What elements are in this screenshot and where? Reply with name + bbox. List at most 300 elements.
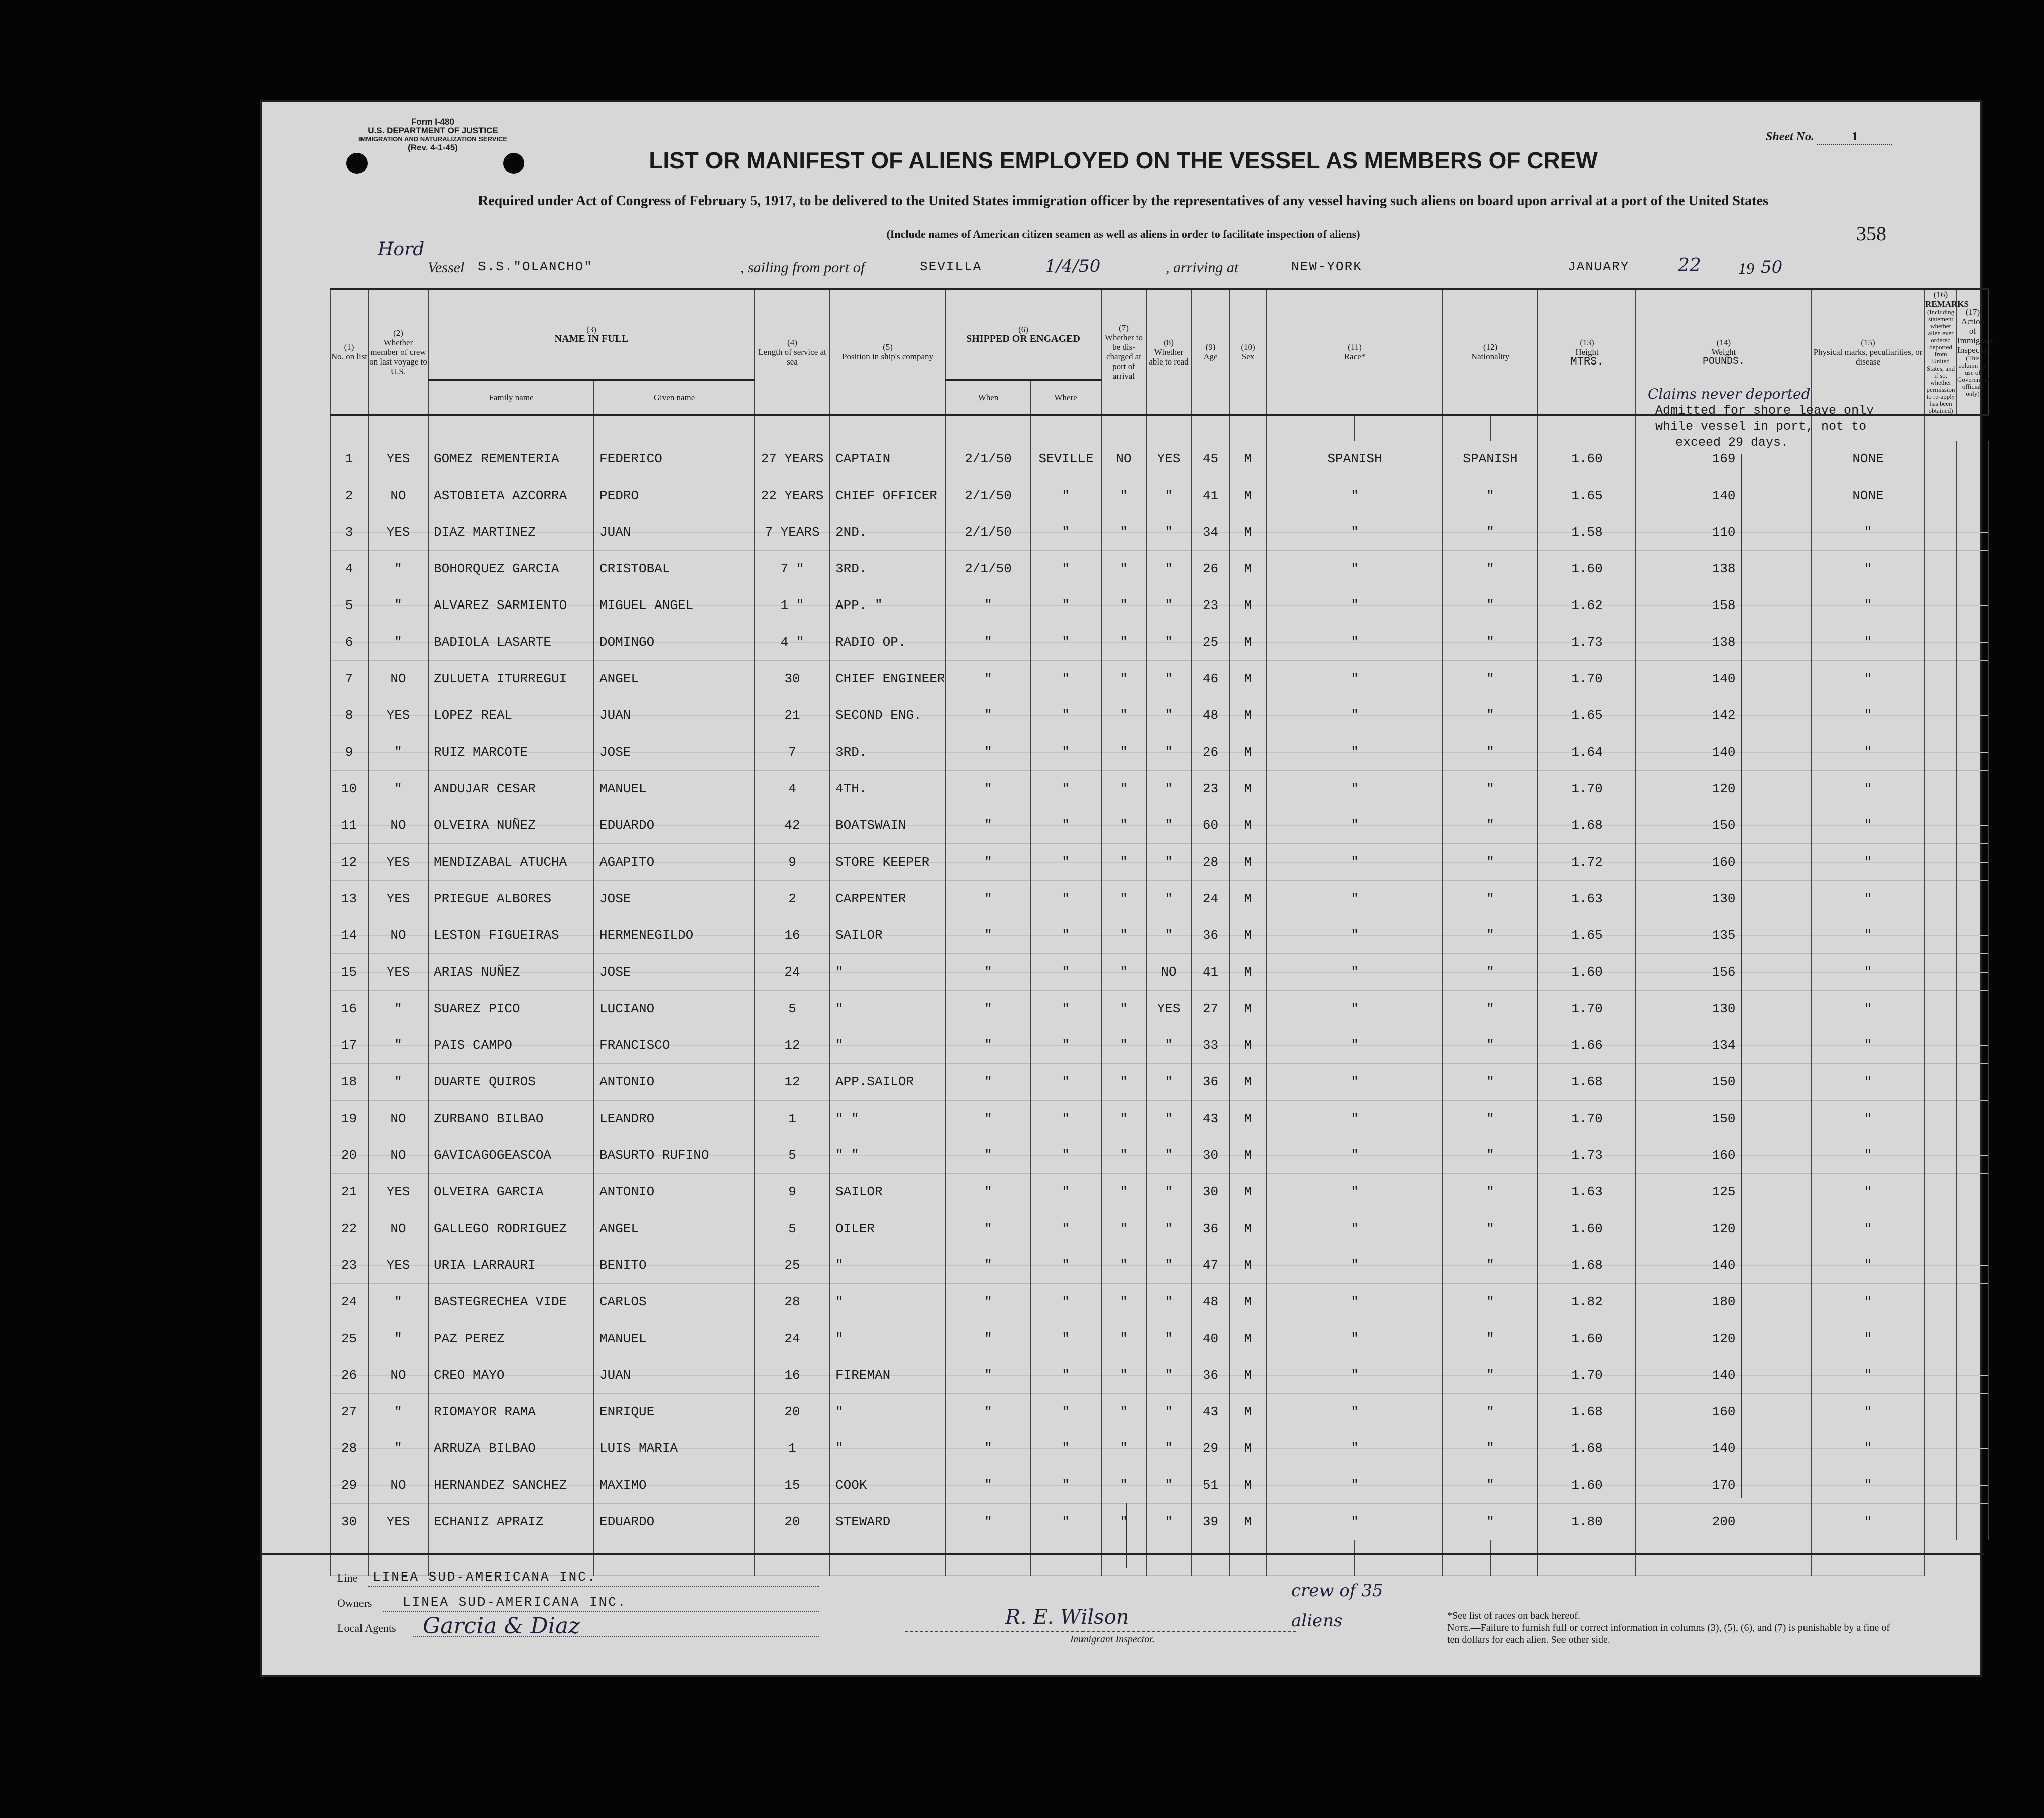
- length-of-service: 16: [755, 917, 830, 954]
- length-of-service: 9: [755, 1174, 830, 1210]
- sex: M: [1229, 441, 1267, 477]
- able-to-read: ": [1146, 917, 1191, 954]
- able-to-read: ": [1146, 771, 1191, 807]
- inspector-action: [1957, 881, 1989, 917]
- family-name: MENDIZABAL ATUCHA: [428, 844, 594, 881]
- vessel-label: Vessel: [428, 259, 465, 276]
- weight: 180: [1636, 1284, 1812, 1320]
- length-of-service: 28: [755, 1284, 830, 1320]
- race: ": [1267, 477, 1442, 514]
- row-number: 15: [330, 954, 368, 991]
- col-11-header: (11) Race*: [1267, 289, 1442, 415]
- remarks-cell: [1925, 477, 1957, 514]
- family-name: PAIS CAMPO: [428, 1027, 594, 1064]
- nationality: ": [1442, 954, 1538, 991]
- remarks-cell: [1925, 1467, 1957, 1504]
- col-14-header: (14) Weight POUNDS.: [1636, 289, 1812, 415]
- able-to-read: ": [1146, 1247, 1191, 1284]
- remarks-cell: [1925, 1284, 1957, 1320]
- age: 30: [1191, 1137, 1229, 1174]
- physical-marks: ": [1812, 1467, 1925, 1504]
- discharged: ": [1101, 587, 1146, 624]
- discharged: ": [1101, 697, 1146, 734]
- height: 1.65: [1538, 917, 1636, 954]
- ditto-line: [1741, 454, 1742, 1498]
- physical-marks: ": [1812, 624, 1925, 661]
- table-row: [330, 1101, 1989, 1137]
- race: ": [1267, 1247, 1442, 1284]
- age: 23: [1191, 587, 1229, 624]
- physical-marks: ": [1812, 881, 1925, 917]
- col-2-header: (2) Whether member of crew on last voyage to U.S.: [368, 289, 428, 415]
- position: ": [830, 991, 945, 1027]
- col-1-header: (1) No. on list: [330, 289, 368, 415]
- col-17-header: (17) Action of Immigrant Inspector (This column for use of Government officials only): [1957, 289, 1989, 415]
- given-name: MAXIMO: [594, 1467, 755, 1504]
- shipped-when: ": [945, 1504, 1031, 1540]
- row-number: 8: [330, 697, 368, 734]
- remarks-cell: [1925, 1210, 1957, 1247]
- race: ": [1267, 954, 1442, 991]
- able-to-read: ": [1146, 734, 1191, 771]
- able-to-read: ": [1146, 514, 1191, 551]
- physical-marks: ": [1812, 954, 1925, 991]
- length-of-service: 30: [755, 661, 830, 697]
- able-to-read: ": [1146, 624, 1191, 661]
- family-name: ZULUETA ITURREGUI: [428, 661, 594, 697]
- family-name: PRIEGUE ALBORES: [428, 881, 594, 917]
- weight: 160: [1636, 1394, 1812, 1430]
- length-of-service: 7: [755, 734, 830, 771]
- physical-marks: ": [1812, 1394, 1925, 1430]
- given-name: FEDERICO: [594, 441, 755, 477]
- remarks-cell: [1925, 1174, 1957, 1210]
- sex: M: [1229, 477, 1267, 514]
- shipped-where: ": [1031, 1504, 1101, 1540]
- previous-voyage: YES: [368, 1174, 428, 1210]
- position: ": [830, 1027, 945, 1064]
- sex: M: [1229, 1357, 1267, 1394]
- race: ": [1267, 587, 1442, 624]
- weight: 150: [1636, 1101, 1812, 1137]
- position: 2ND.: [830, 514, 945, 551]
- agents-signature: Garcia & Diaz: [423, 1613, 580, 1639]
- shipped-where: ": [1031, 881, 1101, 917]
- able-to-read: ": [1146, 1174, 1191, 1210]
- nationality: ": [1442, 624, 1538, 661]
- position: RADIO OP.: [830, 624, 945, 661]
- inspector-action: [1957, 1430, 1989, 1467]
- header-row: [330, 289, 1989, 380]
- able-to-read: ": [1146, 587, 1191, 624]
- physical-marks: NONE: [1812, 441, 1925, 477]
- length-of-service: 24: [755, 1320, 830, 1357]
- height: 1.73: [1538, 624, 1636, 661]
- given-name: HERMENEGILDO: [594, 917, 755, 954]
- race: ": [1267, 624, 1442, 661]
- previous-voyage: NO: [368, 1467, 428, 1504]
- age: 47: [1191, 1247, 1229, 1284]
- col-4-header: (4) Length of service at sea: [755, 289, 830, 415]
- table-row: [330, 807, 1989, 844]
- family-name: GALLEGO RODRIGUEZ: [428, 1210, 594, 1247]
- discharged: ": [1101, 477, 1146, 514]
- length-of-service: 1: [755, 1430, 830, 1467]
- remarks-cell: [1925, 441, 1957, 477]
- position: 3RD.: [830, 734, 945, 771]
- previous-voyage: ": [368, 587, 428, 624]
- age: 45: [1191, 441, 1229, 477]
- row-number: 3: [330, 514, 368, 551]
- discharged: ": [1101, 1137, 1146, 1174]
- able-to-read: ": [1146, 1284, 1191, 1320]
- given-name: JOSE: [594, 734, 755, 771]
- given-name: JUAN: [594, 514, 755, 551]
- physical-marks: ": [1812, 1284, 1925, 1320]
- discharged: NO: [1101, 441, 1146, 477]
- previous-voyage: YES: [368, 881, 428, 917]
- height: 1.68: [1538, 807, 1636, 844]
- inspector-action: [1957, 514, 1989, 551]
- able-to-read: ": [1146, 1357, 1191, 1394]
- sex: M: [1229, 771, 1267, 807]
- inspector-action: [1957, 1394, 1989, 1430]
- col-16-header: (16) REMARKS (Including statement whether alien ever ordered deported from United States, and if so, whether permission to re-apply has been obtained): [1925, 290, 1969, 414]
- sex: M: [1229, 844, 1267, 881]
- discharged: ": [1101, 771, 1146, 807]
- height: 1.58: [1538, 514, 1636, 551]
- able-to-read: ": [1146, 1210, 1191, 1247]
- length-of-service: 12: [755, 1027, 830, 1064]
- height: 1.60: [1538, 551, 1636, 587]
- able-to-read: ": [1146, 1504, 1191, 1540]
- discharged: ": [1101, 1394, 1146, 1430]
- height: 1.63: [1538, 1174, 1636, 1210]
- year-prefix: 19: [1738, 259, 1754, 277]
- remarks-cell: [1925, 551, 1957, 587]
- physical-marks: ": [1812, 1174, 1925, 1210]
- sex: M: [1229, 1320, 1267, 1357]
- row-number: 26: [330, 1357, 368, 1394]
- able-to-read: ": [1146, 661, 1191, 697]
- remark-line: exceed 29 days.: [1675, 435, 1789, 450]
- given-name: EDUARDO: [594, 1504, 755, 1540]
- table-row: [330, 771, 1989, 807]
- previous-voyage: NO: [368, 1101, 428, 1137]
- sailing-port: SEVILLA: [920, 259, 982, 274]
- remark-handwritten: Claims never deported: [1648, 386, 1811, 402]
- age: 24: [1191, 881, 1229, 917]
- shipped-where: ": [1031, 661, 1101, 697]
- position: CAPTAIN: [830, 441, 945, 477]
- physical-marks: ": [1812, 844, 1925, 881]
- nationality: ": [1442, 1430, 1538, 1467]
- previous-voyage: YES: [368, 1504, 428, 1540]
- previous-voyage: ": [368, 1064, 428, 1101]
- weight: 169: [1636, 441, 1812, 477]
- physical-marks: ": [1812, 1504, 1925, 1540]
- given-name: JOSE: [594, 954, 755, 991]
- given-name: DOMINGO: [594, 624, 755, 661]
- height: 1.60: [1538, 954, 1636, 991]
- shipped-when: ": [945, 1467, 1031, 1504]
- shipped-where: ": [1031, 917, 1101, 954]
- table-row: [330, 1210, 1989, 1247]
- table-row: [330, 954, 1989, 991]
- previous-voyage: YES: [368, 1247, 428, 1284]
- given-name: BENITO: [594, 1247, 755, 1284]
- table-row: [330, 1504, 1989, 1540]
- nationality: ": [1442, 1101, 1538, 1137]
- position: BOATSWAIN: [830, 807, 945, 844]
- shipped-when: ": [945, 1137, 1031, 1174]
- inspector-action: [1957, 477, 1989, 514]
- when-header: When: [945, 380, 1031, 415]
- nationality: ": [1442, 1027, 1538, 1064]
- col-6-header: (6) SHIPPED OR ENGAGED: [945, 289, 1101, 380]
- col-8-header: (8) Whether able to read: [1146, 289, 1191, 415]
- position: COOK: [830, 1467, 945, 1504]
- inspector-action: [1957, 624, 1989, 661]
- col-15-header: (15) Physical marks, peculiarities, or disease: [1812, 289, 1925, 415]
- discharged: ": [1101, 917, 1146, 954]
- table-row: [330, 661, 1989, 697]
- row-number: 14: [330, 917, 368, 954]
- shipped-when: 2/1/50: [945, 514, 1031, 551]
- length-of-service: 5: [755, 1210, 830, 1247]
- sex: M: [1229, 1284, 1267, 1320]
- able-to-read: ": [1146, 1064, 1191, 1101]
- length-of-service: 15: [755, 1467, 830, 1504]
- physical-marks: ": [1812, 1101, 1925, 1137]
- height: 1.70: [1538, 661, 1636, 697]
- age: 43: [1191, 1394, 1229, 1430]
- remarks-cell: [1925, 661, 1957, 697]
- remarks-cell: [1925, 1394, 1957, 1430]
- weight: 160: [1636, 1137, 1812, 1174]
- race: ": [1267, 661, 1442, 697]
- age: 30: [1191, 1174, 1229, 1210]
- height: 1.62: [1538, 587, 1636, 624]
- family-name: LESTON FIGUEIRAS: [428, 917, 594, 954]
- race: ": [1267, 1137, 1442, 1174]
- family-name: DIAZ MARTINEZ: [428, 514, 594, 551]
- inspector-action: [1957, 771, 1989, 807]
- shipped-where: ": [1031, 771, 1101, 807]
- discharged: ": [1101, 1467, 1146, 1504]
- shipped-where: ": [1031, 1101, 1101, 1137]
- inspector-action: [1957, 1247, 1989, 1284]
- physical-marks: ": [1812, 1357, 1925, 1394]
- remarks-cell: [1925, 771, 1957, 807]
- given-name: ANTONIO: [594, 1174, 755, 1210]
- position: ": [830, 1247, 945, 1284]
- inspector-action: [1957, 1210, 1989, 1247]
- race: ": [1267, 1101, 1442, 1137]
- weight: 200: [1636, 1504, 1812, 1540]
- sex: M: [1229, 734, 1267, 771]
- remarks-cell: [1925, 1101, 1957, 1137]
- shipped-where: ": [1031, 1064, 1101, 1101]
- family-name: GAVICAGOGEASCOA: [428, 1137, 594, 1174]
- where-header: Where: [1031, 380, 1101, 415]
- weight: 160: [1636, 844, 1812, 881]
- table-row: [330, 1174, 1989, 1210]
- shipped-where: ": [1031, 1137, 1101, 1174]
- table-row: [330, 477, 1989, 514]
- previous-voyage: ": [368, 1284, 428, 1320]
- age: 46: [1191, 661, 1229, 697]
- shipped-when: ": [945, 917, 1031, 954]
- previous-voyage: ": [368, 551, 428, 587]
- table-row: [330, 1137, 1989, 1174]
- race: ": [1267, 734, 1442, 771]
- weight: 130: [1636, 881, 1812, 917]
- physical-marks: ": [1812, 697, 1925, 734]
- able-to-read: ": [1146, 477, 1191, 514]
- weight: 125: [1636, 1174, 1812, 1210]
- height: 1.63: [1538, 881, 1636, 917]
- shipped-when: ": [945, 1174, 1031, 1210]
- agents-underline: [413, 1636, 819, 1637]
- given-name: ANGEL: [594, 1210, 755, 1247]
- sex: M: [1229, 1430, 1267, 1467]
- height: 1.64: [1538, 734, 1636, 771]
- page-title: LIST OR MANIFEST OF ALIENS EMPLOYED ON THE VESSEL AS MEMBERS OF CREW: [649, 147, 1598, 173]
- height: 1.65: [1538, 697, 1636, 734]
- weight: 140: [1636, 1357, 1812, 1394]
- year-suffix: 50: [1761, 257, 1783, 277]
- inspector-action: [1957, 661, 1989, 697]
- sex: M: [1229, 624, 1267, 661]
- race: ": [1267, 1504, 1442, 1540]
- shipped-where: ": [1031, 1247, 1101, 1284]
- footer: [262, 1553, 1984, 1676]
- age: 48: [1191, 697, 1229, 734]
- shipped-where: ": [1031, 587, 1101, 624]
- table-row: [330, 1430, 1989, 1467]
- shipped-where: ": [1031, 1430, 1101, 1467]
- arriving-label: , arriving at: [1166, 259, 1239, 276]
- age: 23: [1191, 771, 1229, 807]
- shipped-when: ": [945, 1430, 1031, 1467]
- sheet-label: Sheet No.: [1766, 130, 1814, 143]
- previous-voyage: ": [368, 1027, 428, 1064]
- height: 1.72: [1538, 844, 1636, 881]
- remarks-cell: [1925, 991, 1957, 1027]
- weight: 120: [1636, 1210, 1812, 1247]
- arrival-month: JANUARY: [1568, 259, 1630, 274]
- position: CHIEF OFFICER: [830, 477, 945, 514]
- weight: 140: [1636, 1247, 1812, 1284]
- sex: M: [1229, 587, 1267, 624]
- previous-voyage: ": [368, 991, 428, 1027]
- service-name: IMMIGRATION AND NATURALIZATION SERVICE: [358, 135, 508, 143]
- races-note: *See list of races on back hereof.: [1447, 1610, 1580, 1621]
- position: CHIEF ENGINEER: [830, 661, 945, 697]
- shipped-where: ": [1031, 991, 1101, 1027]
- table-row: [330, 1284, 1989, 1320]
- age: 26: [1191, 734, 1229, 771]
- inspector-action: [1957, 441, 1989, 477]
- physical-marks: ": [1812, 917, 1925, 954]
- nationality: ": [1442, 807, 1538, 844]
- length-of-service: 2: [755, 881, 830, 917]
- family-name: CREO MAYO: [428, 1357, 594, 1394]
- sex: M: [1229, 954, 1267, 991]
- discharged: ": [1101, 1430, 1146, 1467]
- shipped-where: ": [1031, 624, 1101, 661]
- shipped-where: ": [1031, 1394, 1101, 1430]
- remarks-cell: [1925, 807, 1957, 844]
- length-of-service: 27 YEARS: [755, 441, 830, 477]
- race: ": [1267, 917, 1442, 954]
- nationality: SPANISH: [1442, 441, 1538, 477]
- sex: M: [1229, 514, 1267, 551]
- row-number: 16: [330, 991, 368, 1027]
- remarks-typed: [1655, 403, 1874, 451]
- position: OILER: [830, 1210, 945, 1247]
- position: FIREMAN: [830, 1357, 945, 1394]
- inspector-action: [1957, 1320, 1989, 1357]
- nationality: ": [1442, 697, 1538, 734]
- physical-marks: ": [1812, 661, 1925, 697]
- able-to-read: ": [1146, 881, 1191, 917]
- nationality: ": [1442, 1357, 1538, 1394]
- nationality: ": [1442, 514, 1538, 551]
- race: ": [1267, 514, 1442, 551]
- length-of-service: 16: [755, 1357, 830, 1394]
- shipped-when: ": [945, 954, 1031, 991]
- note-text: —Failure to furnish full or correct information in columns (3), (5), (6), and (7) is punishable by a fine of ten dollars for each alien. See other side.: [1447, 1622, 1890, 1645]
- position: CARPENTER: [830, 881, 945, 917]
- given-name: JOSE: [594, 881, 755, 917]
- weight: 120: [1636, 1320, 1812, 1357]
- given-name: CRISTOBAL: [594, 551, 755, 587]
- previous-voyage: YES: [368, 441, 428, 477]
- height: 1.70: [1538, 771, 1636, 807]
- able-to-read: ": [1146, 844, 1191, 881]
- position: " ": [830, 1137, 945, 1174]
- family-name: ECHANIZ APRAIZ: [428, 1504, 594, 1540]
- height: 1.60: [1538, 1210, 1636, 1247]
- age: 34: [1191, 514, 1229, 551]
- age: 28: [1191, 844, 1229, 881]
- physical-marks: ": [1812, 1247, 1925, 1284]
- position: APP.SAILOR: [830, 1064, 945, 1101]
- family-name: OLVEIRA NUÑEZ: [428, 807, 594, 844]
- row-number: 27: [330, 1394, 368, 1430]
- sex: M: [1229, 1210, 1267, 1247]
- race: ": [1267, 1467, 1442, 1504]
- sex: M: [1229, 1027, 1267, 1064]
- shipped-when: ": [945, 881, 1031, 917]
- position: SECOND ENG.: [830, 697, 945, 734]
- discharged: ": [1101, 514, 1146, 551]
- length-of-service: 1: [755, 1101, 830, 1137]
- remarks-cell: [1925, 881, 1957, 917]
- previous-voyage: ": [368, 734, 428, 771]
- position: ": [830, 1394, 945, 1430]
- table-row: [330, 1064, 1989, 1101]
- discharged: ": [1101, 1247, 1146, 1284]
- sex: M: [1229, 1394, 1267, 1430]
- subnote: (Include names of American citizen seamen as well as aliens in order to facilitate inspection of aliens): [886, 228, 1360, 240]
- sex: M: [1229, 917, 1267, 954]
- remarks-cell: [1925, 1320, 1957, 1357]
- weight: 150: [1636, 807, 1812, 844]
- given-name: EDUARDO: [594, 807, 755, 844]
